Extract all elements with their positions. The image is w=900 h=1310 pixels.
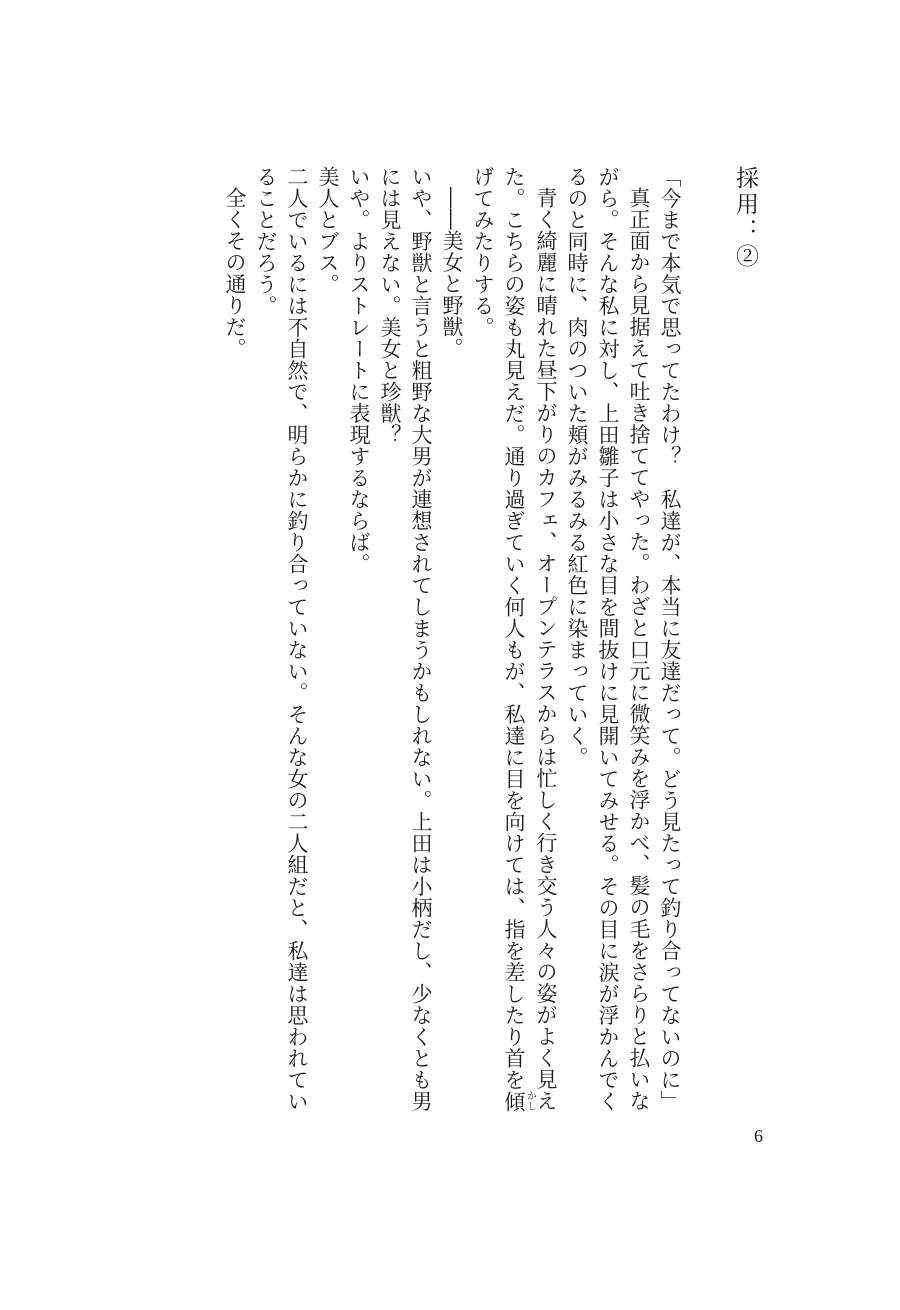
- paragraph-3: [467, 166, 561, 1126]
- paragraph-8: 二人でいるには不自然で、明らかに釣り合っていない。そんな女の二人組だと、私達は思われていることだろう。: [254, 166, 309, 1112]
- ruby-kashi: 傾かし: [502, 1090, 536, 1112]
- paragraph-9: 全くその通りだ。: [223, 187, 247, 359]
- paragraph-3-tail: げてみたりする。: [471, 166, 495, 338]
- paragraph-1: 「今まで本気で思ってたわけ？ 私達が、本当に友達だって。どう見たって釣り合ってないのに」: [658, 166, 682, 1112]
- paragraph-5: いや、野獣と言うと粗野な大男が連想されてしまうかもしれない。上田は小柄だし、少なくとも男には見えない。美女と珍獣？: [378, 166, 433, 1112]
- vertical-text-block: [219, 166, 760, 1126]
- paragraph-4: ――美女と野獣。: [440, 187, 464, 359]
- chapter-title: 採用：②: [732, 166, 758, 270]
- paragraph-7: 美人とブス。: [316, 166, 340, 295]
- paragraph-2: 真正面から見据えて吐き捨ててやった。わざと口元に微笑みを浮かべ、髪の毛をさらりと払いながら。そんな私に対し、上田雛子は小さな目を間抜けに見開いてみせる。その目に涙が浮かんでくるのと同時に、肉のついた頬がみるみる紅色に染まっていく。: [565, 166, 651, 1112]
- paragraph-3-head: 青く綺麗に晴れた昼下がりのカフェ、オープンテラスからは忙しく行き交う人々の姿がよく見えた。こちらの姿も丸見えだ。通り過ぎていく何人もが、私達に目を向けては、指を差したり首を: [502, 166, 558, 1112]
- paragraph-6: いや。よりストレートに表現するならば。: [347, 166, 371, 575]
- page-number: 6: [754, 1126, 763, 1146]
